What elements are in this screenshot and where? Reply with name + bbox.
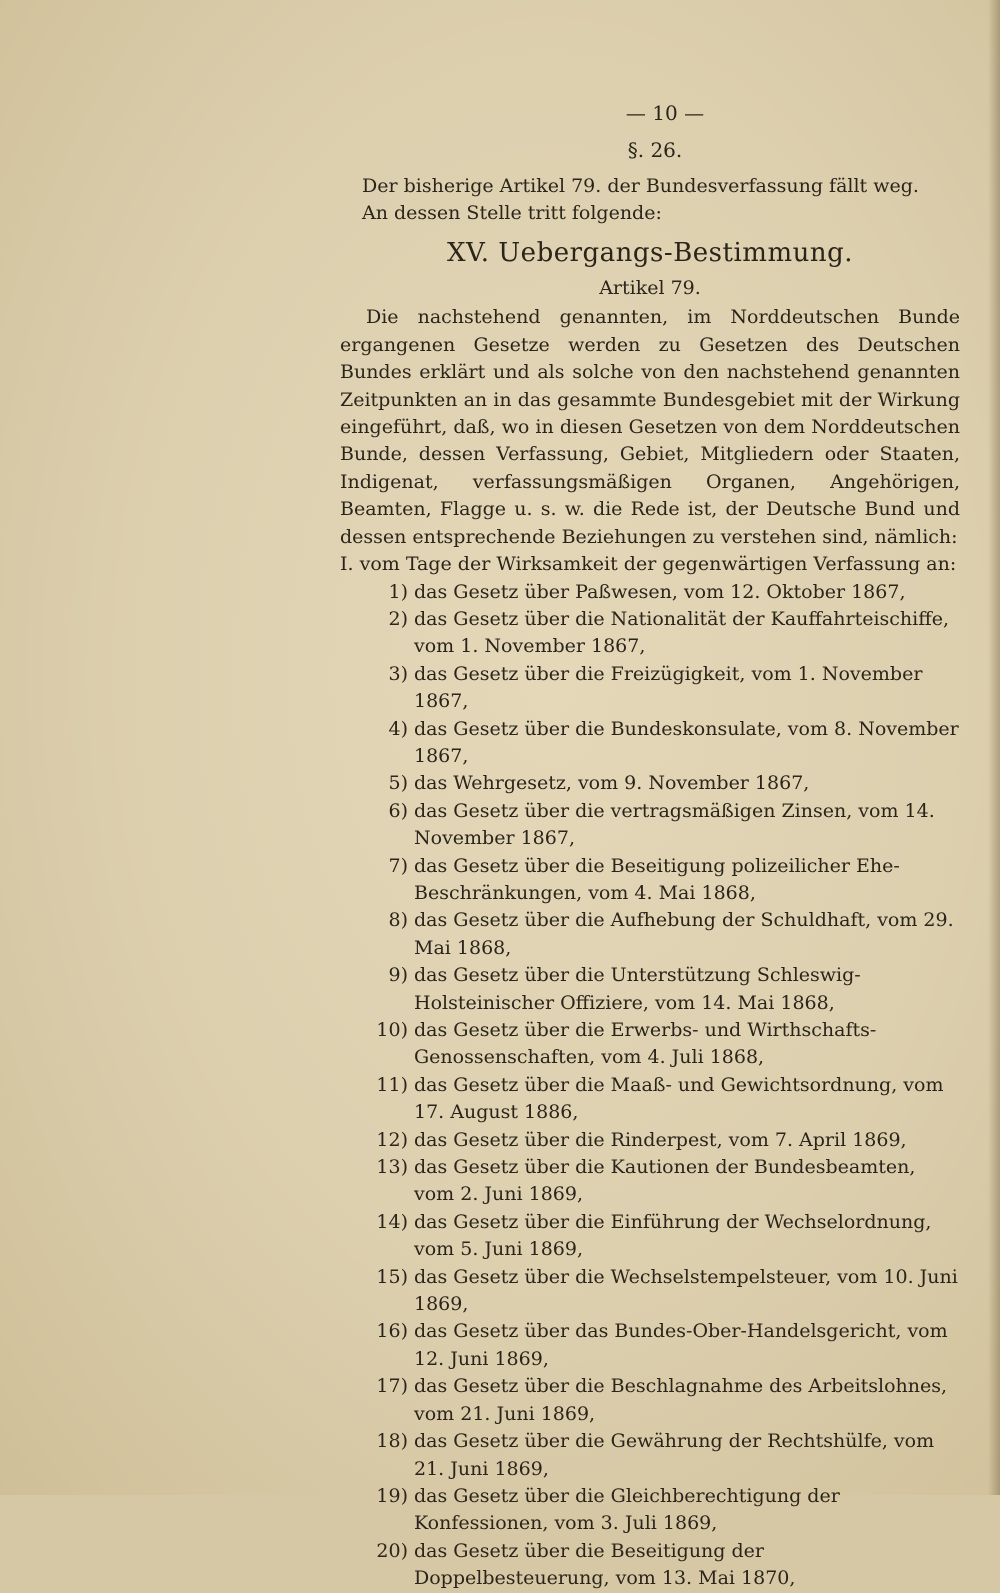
list-item-text: das Gesetz über die Bundeskonsulate, vom 8. November 1867, — [414, 717, 959, 767]
list-item — [340, 606, 960, 661]
list-item-number: 6) — [388, 799, 408, 822]
section-number: §. 26. — [627, 138, 683, 163]
list-item — [340, 1318, 960, 1373]
list-item-text: das Wehrgesetz, vom 9. November 1867, — [414, 772, 810, 795]
list-item — [340, 1127, 960, 1154]
page-content — [340, 100, 960, 1593]
list-item-number: 10) — [376, 1019, 408, 1041]
list-item-number: 7) — [388, 854, 408, 877]
subsection-heading: I. vom Tage der Wirksamkeit der gegenwärtigen Verfassung an: — [340, 553, 957, 576]
list-item — [340, 853, 960, 908]
list-item-number: 19) — [376, 1484, 408, 1507]
list-item-text: das Gesetz über die Aufhebung der Schuldhaft, vom 29. Mai 1868, — [414, 909, 954, 959]
list-item — [340, 798, 960, 853]
list-item — [340, 579, 960, 606]
page-edge-shadow — [988, 0, 1000, 1495]
list-item-number: 17) — [376, 1375, 408, 1398]
list-item-text: das Gesetz über die Maaß- und Gewichtsordnung, vom 17. August 1886, — [414, 1073, 944, 1124]
list-item-number: 16) — [376, 1320, 408, 1343]
list-item — [340, 962, 960, 1017]
list-item-text: das Gesetz über die Unterstützung Schleswig-Holsteinischer Offiziere, vom 14. Mai 1868, — [414, 964, 861, 1014]
list-item-text: das Gesetz über die Gleichberechtigung der Konfessionen, vom 3. Juli 1869, — [414, 1484, 840, 1535]
list-item-number: 9) — [388, 964, 408, 987]
list-item-number: 12) — [376, 1128, 408, 1151]
list-item-text: das Gesetz über die Freizügigkeit, vom 1. November 1867, — [414, 662, 923, 713]
list-item-number: 8) — [388, 909, 408, 932]
article-title: Artikel 79. — [599, 277, 701, 300]
list-item-number: 3) — [388, 662, 408, 685]
list-item-number: 1) — [388, 580, 408, 603]
list-item — [340, 770, 960, 797]
list-item — [340, 661, 960, 716]
list-item-number: 14) — [376, 1210, 408, 1233]
section-heading: XV. Uebergangs-Bestimmung. — [447, 237, 853, 268]
article-body: Die nachstehend genannten, im Norddeutschen Bunde ergangenen Gesetze werden zu Gesetzen des Deutschen Bundes erklärt und als solche von den nachstehend genannten Zeitpunkten an in das gesammte Bundesgebiet mit der Wirkung eingeführt, daß, wo in diesen Gesetzen von dem Norddeutschen Bunde, dessen Verfassung, Gebiet, Mitgliedern oder Staaten, Indigenat, verfassungsmäßigen Organen, Angehörigen, Beamten, Flagge u. s. w. die Rede ist, der Deutsche Bund und dessen entsprechende Beziehungen zu verstehen sind, nämlich: — [340, 306, 960, 548]
list-item-text: das Gesetz über die Einführung der Wechselordnung, vom 5. Juni 1869, — [414, 1210, 932, 1261]
list-item-number: 15) — [376, 1265, 408, 1288]
list-item — [340, 1072, 960, 1127]
list-item — [340, 1264, 960, 1319]
list-item — [340, 716, 960, 771]
list-item-text: das Gesetz über die Wechselstempelsteuer, vom 10. Juni 1869, — [414, 1265, 958, 1316]
list-item — [340, 907, 960, 962]
list-item — [340, 1209, 960, 1264]
list-item-number: 2) — [388, 607, 408, 630]
list-item-text: das Gesetz über die Beschlagnahme des Arbeitslohnes, vom 21. Juni 1869, — [414, 1375, 948, 1425]
intro-line-1: Der bisherige Artikel 79. der Bundesverfassung fällt weg. — [362, 174, 919, 197]
list-item — [340, 1428, 960, 1483]
list-item — [340, 1154, 960, 1209]
list-item — [340, 1483, 960, 1538]
list-item-text: das Gesetz über die Erwerbs- und Wirthschafts-Genossenschaften, vom 4. Juli 1868, — [414, 1019, 877, 1069]
list-item-number: 20) — [376, 1539, 408, 1562]
list-item-number: 18) — [376, 1430, 408, 1453]
intro-line-2: An dessen Stelle tritt folgende: — [362, 202, 662, 225]
list-item-number: 13) — [376, 1156, 408, 1179]
page-number: — 10 — — [625, 101, 705, 125]
list-item-number: 4) — [388, 717, 408, 740]
list-item-text: das Gesetz über die vertragsmäßigen Zinsen, vom 14. November 1867, — [414, 799, 935, 850]
list-item-number: 11) — [376, 1073, 408, 1096]
list-item-text: das Gesetz über die Gewährung der Rechtshülfe, vom 21. Juni 1869, — [414, 1430, 935, 1480]
list-item-text: das Gesetz über die Kautionen der Bundesbeamten, vom 2. Juni 1869, — [414, 1156, 916, 1206]
law-list — [340, 579, 960, 1593]
list-item-text: das Gesetz über die Beseitigung polizeilicher Ehe-Beschränkungen, vom 4. Mai 1868, — [414, 854, 900, 904]
list-item — [340, 1373, 960, 1428]
list-item-text: das Gesetz über Paßwesen, vom 12. Oktober 1867, — [414, 580, 906, 603]
list-item-text: das Gesetz über das Bundes-Ober-Handelsgericht, vom 12. Juni 1869, — [414, 1320, 948, 1370]
list-item — [340, 1538, 960, 1593]
list-item-text: das Gesetz über die Nationalität der Kauffahrteischiffe, vom 1. November 1867, — [414, 607, 950, 658]
list-item-text: das Gesetz über die Rinderpest, vom 7. April 1869, — [414, 1128, 907, 1151]
list-item-text: das Gesetz über die Beseitigung der Doppelbesteuerung, vom 13. Mai 1870, — [414, 1539, 796, 1590]
list-item — [340, 1017, 960, 1072]
list-item-number: 5) — [388, 772, 408, 795]
